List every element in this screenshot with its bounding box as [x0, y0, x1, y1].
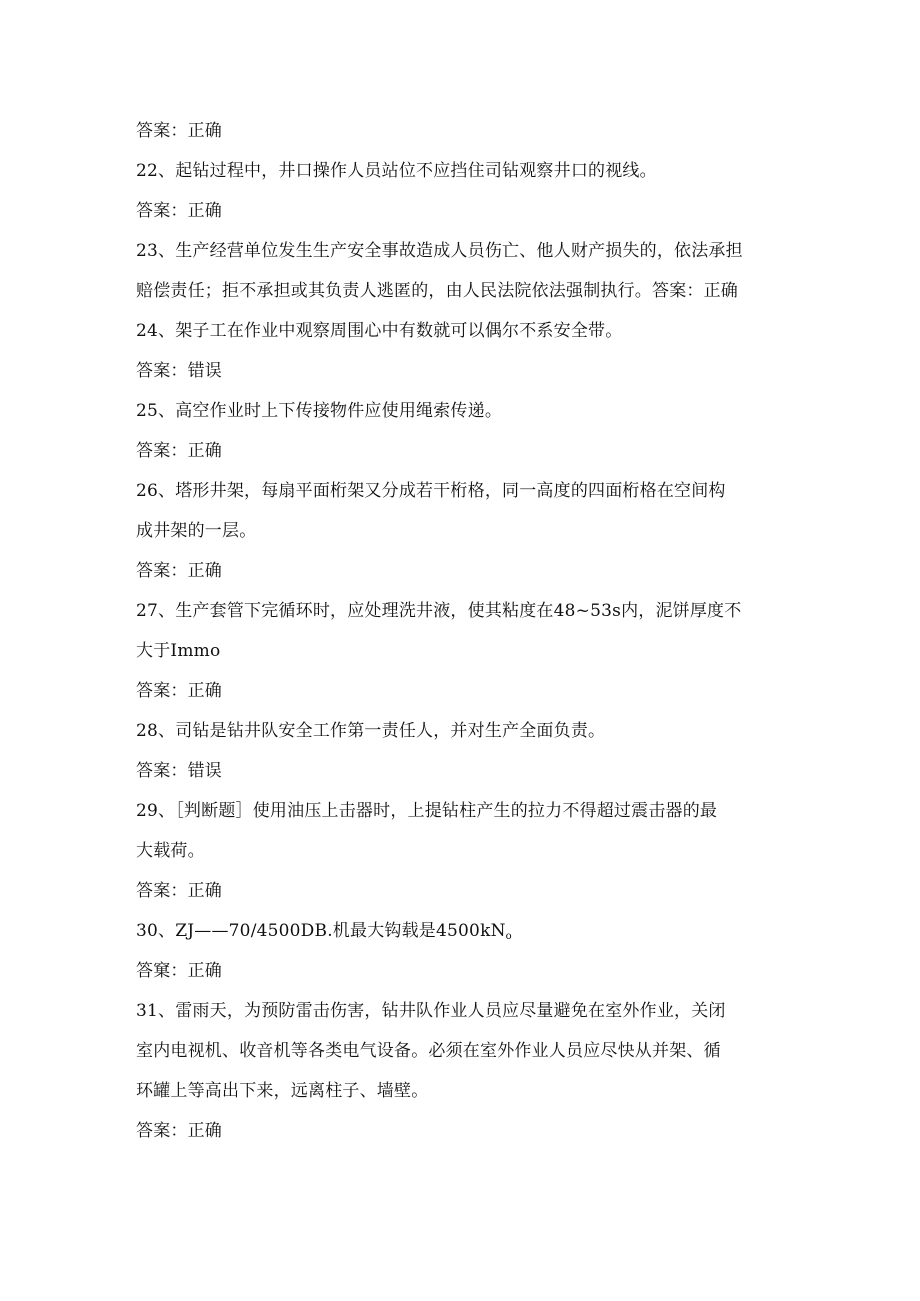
- answer-line: 答案：正确: [136, 1121, 222, 1141]
- answer-line: 答案：正确: [136, 561, 222, 581]
- question-27-line-2: 大于Immo: [136, 641, 221, 661]
- answer-line: 答案：错误: [136, 361, 222, 381]
- document-page: [136, 116, 796, 1146]
- question-27-line-1: 27、生产套管下完循环时，应处理洗井液，使其粘度在48~53s内，泥饼厚度不: [136, 601, 742, 621]
- question-26-line-1: 26、塔形井架，每扇平面桁架又分成若干桁格，同一高度的四面桁格在空间构: [136, 481, 726, 501]
- question-31-line-2: 室内电视机、收音机等各类电气设备。必须在室外作业人员应尽快从并架、循: [136, 1041, 721, 1061]
- question-29-line-2: 大载荷。: [136, 841, 205, 861]
- answer-line: 答案：正确: [136, 121, 222, 141]
- question-24: 24、架子工在作业中观察周围心中有数就可以偶尔不系安全带。: [136, 321, 623, 341]
- question-25: 25、高空作业时上下传接物件应使用绳索传递。: [136, 401, 503, 421]
- question-30: [136, 916, 796, 946]
- answer-line: 答案：正确: [136, 201, 222, 221]
- question-29-line-1: 29、［判断题］使用油压上击器时，上提钻柱产生的拉力不得超过震击器的最: [136, 801, 718, 821]
- answer-line: 答案：正确: [136, 881, 222, 901]
- subscript-o: o: [505, 931, 512, 942]
- question-23-line-1: 23、生产经营单位发生生产安全事故造成人员伤亡、他人财产损失的，依法承担: [136, 241, 743, 261]
- answer-line: 答案：正确: [136, 441, 222, 461]
- question-23-line-2: 赔偿责任；拒不承担或其负责人逃匿的，由人民法院依法强制执行。答案：正确: [136, 281, 738, 301]
- answer-line: 答案：错误: [136, 761, 222, 781]
- question-30-text: 30、ZJ——70/4500DB.机最大钩载是4500kN: [136, 921, 506, 941]
- question-26-line-2: 成井架的一层。: [136, 521, 257, 541]
- question-22: 22、起钻过程中，井口操作人员站位不应挡住司钻观察井口的视线。: [136, 161, 657, 181]
- question-28: 28、司钻是钻井队安全工作第一责任人，并对生产全面负责。: [136, 721, 606, 741]
- answer-line: 答窠：正确: [136, 961, 222, 981]
- question-31-line-1: 31、雷雨天，为预防雷击伤害，钻井队作业人员应尽量避免在室外作业，关闭: [136, 1001, 726, 1021]
- question-31-line-3: 环罐上等高出下来，远离柱子、墙壁。: [136, 1081, 429, 1101]
- answer-line: 答案：正确: [136, 681, 222, 701]
